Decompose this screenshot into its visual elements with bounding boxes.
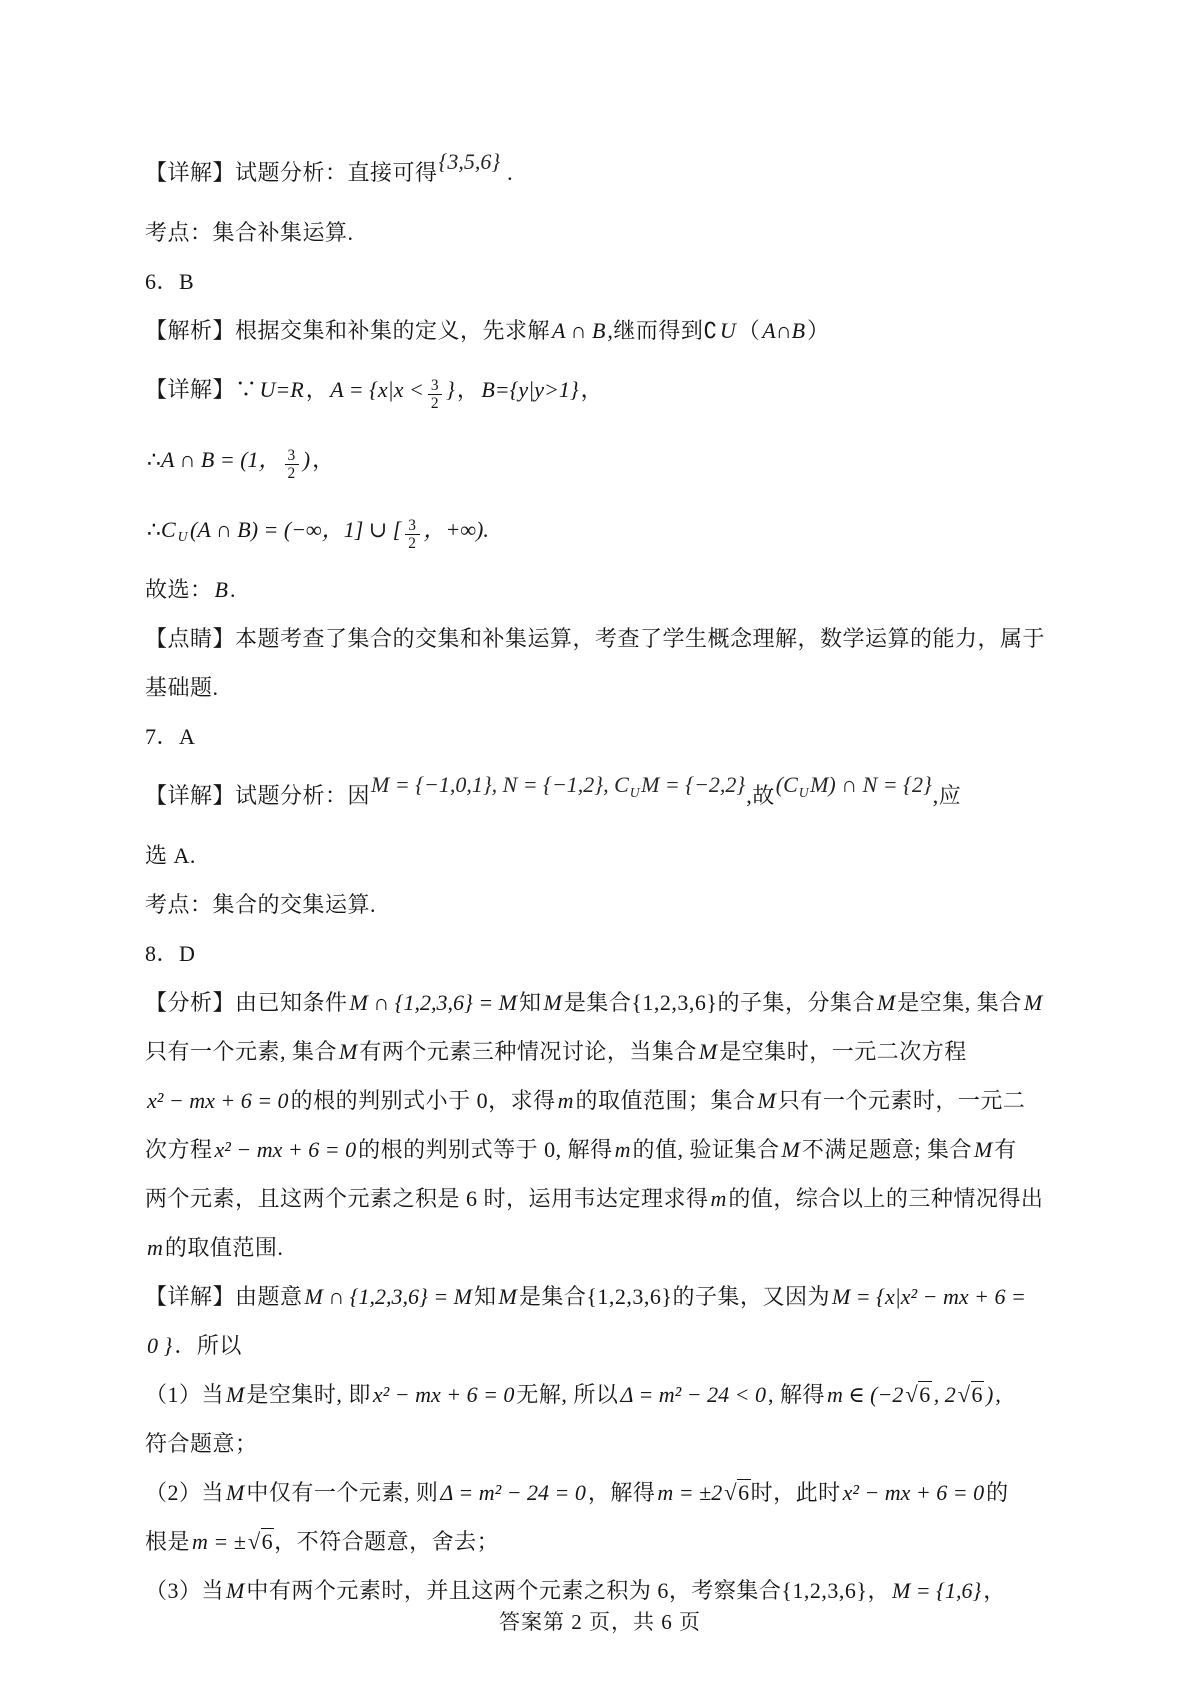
text-segment: 的根的判别式等于 0, 解得 bbox=[358, 1137, 613, 1162]
text-segment: ∴A ∩ B = (1， bbox=[147, 447, 281, 472]
text-segment: 只有一个元素时，一元二 bbox=[777, 1088, 1026, 1113]
text-segment: ） bbox=[807, 318, 830, 343]
text-segment: , 解得 bbox=[767, 1382, 825, 1407]
text-segment: M bbox=[498, 1284, 517, 1309]
text-line bbox=[145, 565, 1070, 614]
text-line bbox=[145, 1027, 1070, 1076]
text-segment: A∩B bbox=[762, 318, 806, 343]
text-line bbox=[145, 1517, 1070, 1566]
text-segment: 【详解】试题分析：因 bbox=[145, 783, 371, 808]
text-segment: M bbox=[781, 1137, 800, 1162]
text-segment: m = ±2 bbox=[657, 1480, 723, 1505]
text-segment: 【分析】由已知条件 bbox=[145, 990, 348, 1015]
text-line bbox=[145, 880, 1070, 929]
text-segment: ， bbox=[983, 1578, 1006, 1603]
text-segment: ) bbox=[986, 1382, 994, 1407]
text-segment: 知 bbox=[519, 990, 542, 1015]
text-segment: Δ = m² − 24 < 0 bbox=[620, 1382, 766, 1407]
text-line bbox=[145, 208, 1070, 257]
text-segment: B={y|y>1} bbox=[481, 377, 579, 402]
text-segment: 是空集时, 即 bbox=[246, 1382, 371, 1407]
sqrt-expression: √6 bbox=[247, 1529, 274, 1554]
text-segment: . bbox=[229, 577, 236, 602]
text-segment: M = {1,6} bbox=[891, 1578, 982, 1603]
text-segment: （2）当 bbox=[145, 1480, 225, 1505]
text-segment: Δ = m² − 24 = 0 bbox=[440, 1480, 586, 1505]
text-line bbox=[145, 663, 1070, 712]
text-segment: M bbox=[543, 990, 562, 1015]
text-segment: 的取值范围. bbox=[164, 1235, 284, 1260]
fraction: $\frac{3}{2}$ bbox=[426, 377, 444, 413]
text-line bbox=[145, 1223, 1070, 1272]
fraction: $\frac{3}{2}$ bbox=[283, 447, 301, 483]
text-segment: , bbox=[995, 1382, 1002, 1407]
text-segment: x² − mx + 6 = 0 bbox=[147, 1088, 289, 1113]
text-segment: A = {x|x < bbox=[330, 377, 424, 402]
text-segment: m bbox=[614, 1137, 631, 1162]
text-segment: M bbox=[698, 1039, 718, 1064]
text-segment: ，不符合题意，舍去； bbox=[274, 1529, 500, 1554]
text-segment: x² − mx + 6 = 0 bbox=[842, 1480, 985, 1505]
text-line bbox=[145, 1076, 1070, 1125]
text-segment: M bbox=[226, 1578, 245, 1603]
text-segment: 不满足题意; 集合 bbox=[801, 1137, 972, 1162]
text-segment: 【详解】试题分析：直接可得 bbox=[145, 160, 438, 185]
text-segment: 的取值范围；集合 bbox=[575, 1088, 756, 1113]
text-line bbox=[145, 761, 1070, 831]
text-line bbox=[145, 306, 1070, 355]
text-segment: M = {−2,2} bbox=[641, 772, 746, 797]
text-line bbox=[145, 712, 1070, 761]
text-segment: 8．D bbox=[145, 941, 196, 966]
text-line bbox=[145, 257, 1070, 306]
text-segment: 【解析】根据交集和补集的定义，先求解 bbox=[145, 318, 551, 343]
text-segment: M bbox=[226, 1382, 245, 1407]
text-segment: M bbox=[1023, 990, 1043, 1015]
text-segment: U=R bbox=[259, 377, 304, 402]
text-segment: 【详解】∵ bbox=[145, 377, 258, 402]
text-segment: U bbox=[719, 318, 736, 343]
text-segment: 知 bbox=[474, 1284, 497, 1309]
text-line bbox=[145, 1125, 1070, 1174]
text-segment: 中有两个元素时，并且这两个元素之积为 6，考察集合{1,2,3,6}， bbox=[246, 1578, 890, 1603]
text-line bbox=[145, 1419, 1070, 1468]
text-segment: 符合题意； bbox=[145, 1431, 258, 1456]
text-line bbox=[145, 929, 1070, 978]
text-segment: M bbox=[876, 990, 896, 1015]
text-segment: ∴C bbox=[147, 517, 176, 542]
sqrt-expression: √6 bbox=[957, 1382, 984, 1407]
text-segment: 只有一个元素, 集合 bbox=[145, 1039, 338, 1064]
text-segment: M) ∩ N = {2} bbox=[810, 772, 932, 797]
text-line bbox=[145, 614, 1070, 663]
text-segment: 【详解】由题意 bbox=[145, 1284, 303, 1309]
text-segment: x² − mx + 6 = 0 bbox=[214, 1137, 357, 1162]
text-segment: M bbox=[339, 1039, 358, 1064]
text-segment: 是集合{1,2,3,6}的子集，又因为 bbox=[518, 1284, 830, 1309]
text-segment: 是集合{1,2,3,6}的子集，分集合 bbox=[563, 990, 875, 1015]
text-segment: ．所以 bbox=[174, 1333, 242, 1358]
text-segment: . bbox=[501, 160, 514, 185]
text-segment: M ∩ {1,2,3,6} = M bbox=[349, 990, 517, 1015]
text-segment: 基础题. bbox=[145, 675, 219, 700]
text-segment: M ∩ {1,2,3,6} = M bbox=[304, 1284, 472, 1309]
document-body bbox=[145, 138, 1070, 1615]
text-segment: 的值, 验证集合 bbox=[632, 1137, 780, 1162]
text-segment: x² − mx + 6 = 0 bbox=[372, 1382, 515, 1407]
text-segment: 的 bbox=[986, 1480, 1009, 1505]
text-segment: M bbox=[226, 1480, 245, 1505]
text-segment: U bbox=[629, 785, 641, 800]
text-segment: M bbox=[757, 1088, 776, 1113]
text-segment: (C bbox=[775, 772, 798, 797]
text-segment: 根是 bbox=[145, 1529, 191, 1554]
text-segment: （1）当 bbox=[145, 1382, 225, 1407]
text-line bbox=[145, 138, 1070, 208]
fraction: $\frac{3}{2}$ bbox=[403, 517, 421, 553]
text-segment: 考点：集合的交集运算. bbox=[145, 892, 377, 917]
text-segment: ，解得 bbox=[587, 1480, 656, 1505]
text-segment: （ bbox=[737, 318, 761, 343]
text-segment: M = {x|x² − mx + 6 = bbox=[831, 1284, 1026, 1309]
text-segment: m ∈ (−2 bbox=[827, 1382, 904, 1407]
text-segment: 是空集时，一元二次方程 bbox=[719, 1039, 967, 1064]
text-segment: 有 bbox=[994, 1137, 1017, 1162]
text-segment: B bbox=[214, 577, 228, 602]
text-segment: 7．A bbox=[145, 724, 196, 749]
text-segment: ， bbox=[580, 377, 604, 402]
text-segment: M = {−1,0,1}, N = {−1,2}, C bbox=[371, 772, 629, 797]
text-segment: 有两个元素三种情况讨论，当集合 bbox=[359, 1039, 697, 1064]
text-segment: m bbox=[147, 1235, 163, 1260]
text-segment: A ∩ B bbox=[552, 318, 606, 343]
text-line bbox=[145, 831, 1070, 880]
text-line bbox=[145, 1272, 1070, 1321]
text-line bbox=[145, 1468, 1070, 1517]
text-segment: } bbox=[446, 377, 455, 402]
text-line bbox=[145, 1321, 1070, 1370]
text-segment: 的根的判别式小于 0，求得 bbox=[290, 1088, 556, 1113]
text-segment: U bbox=[798, 785, 810, 800]
text-segment: {3,5,6} bbox=[438, 149, 501, 174]
text-segment: 时，此时 bbox=[750, 1480, 841, 1505]
text-line bbox=[145, 978, 1070, 1027]
text-segment: m bbox=[710, 1186, 727, 1211]
text-segment: ,故 bbox=[746, 783, 775, 808]
text-segment: ,应 bbox=[932, 783, 962, 808]
text-segment: 两个元素，且这两个元素之积是 6 时，运用韦达定理求得 bbox=[145, 1186, 709, 1211]
text-segment: 考点：集合补集运算. bbox=[145, 220, 354, 245]
text-segment: m = ± bbox=[192, 1529, 246, 1554]
sqrt-expression: √6 bbox=[724, 1480, 750, 1505]
text-segment: ) bbox=[302, 447, 311, 472]
text-segment: （3）当 bbox=[145, 1578, 225, 1603]
text-segment: M bbox=[973, 1137, 993, 1162]
text-segment: , 2 bbox=[933, 1382, 956, 1407]
text-segment: 无解, 所以 bbox=[516, 1382, 619, 1407]
text-segment: ， bbox=[456, 377, 480, 402]
text-segment: 【点睛】本题考查了集合的交集和补集运算，考查了学生概念理解，数学运算的能力，属于 bbox=[145, 626, 1046, 651]
text-segment: 选 A. bbox=[145, 843, 196, 868]
text-line bbox=[145, 495, 1070, 565]
text-segment: 次方程 bbox=[145, 1137, 213, 1162]
text-segment: 0 } bbox=[147, 1333, 173, 1358]
text-segment: ，+∞). bbox=[423, 517, 489, 542]
page-footer: 答案第 2 页，共 6 页 bbox=[499, 1610, 701, 1634]
text-segment: 故选： bbox=[145, 577, 213, 602]
text-segment: ， bbox=[305, 377, 329, 402]
text-segment: 的值，综合以上的三种情况得出 bbox=[728, 1186, 1044, 1211]
text-segment: U bbox=[177, 529, 189, 545]
text-segment: (A ∩ B) = (−∞，1] ∪ [ bbox=[190, 517, 402, 542]
text-line bbox=[145, 1174, 1070, 1223]
text-segment: 中仅有一个元素, 则 bbox=[246, 1480, 439, 1505]
text-segment: 6．B bbox=[145, 269, 195, 294]
sqrt-expression: √6 bbox=[905, 1382, 931, 1407]
text-segment: ， bbox=[312, 447, 335, 472]
text-line bbox=[145, 1370, 1070, 1419]
text-line bbox=[145, 355, 1070, 425]
text-segment: ,继而得到∁ bbox=[607, 318, 718, 343]
text-segment: 是空集, 集合 bbox=[897, 990, 1022, 1015]
text-segment: m bbox=[557, 1088, 574, 1113]
text-line bbox=[145, 425, 1070, 495]
